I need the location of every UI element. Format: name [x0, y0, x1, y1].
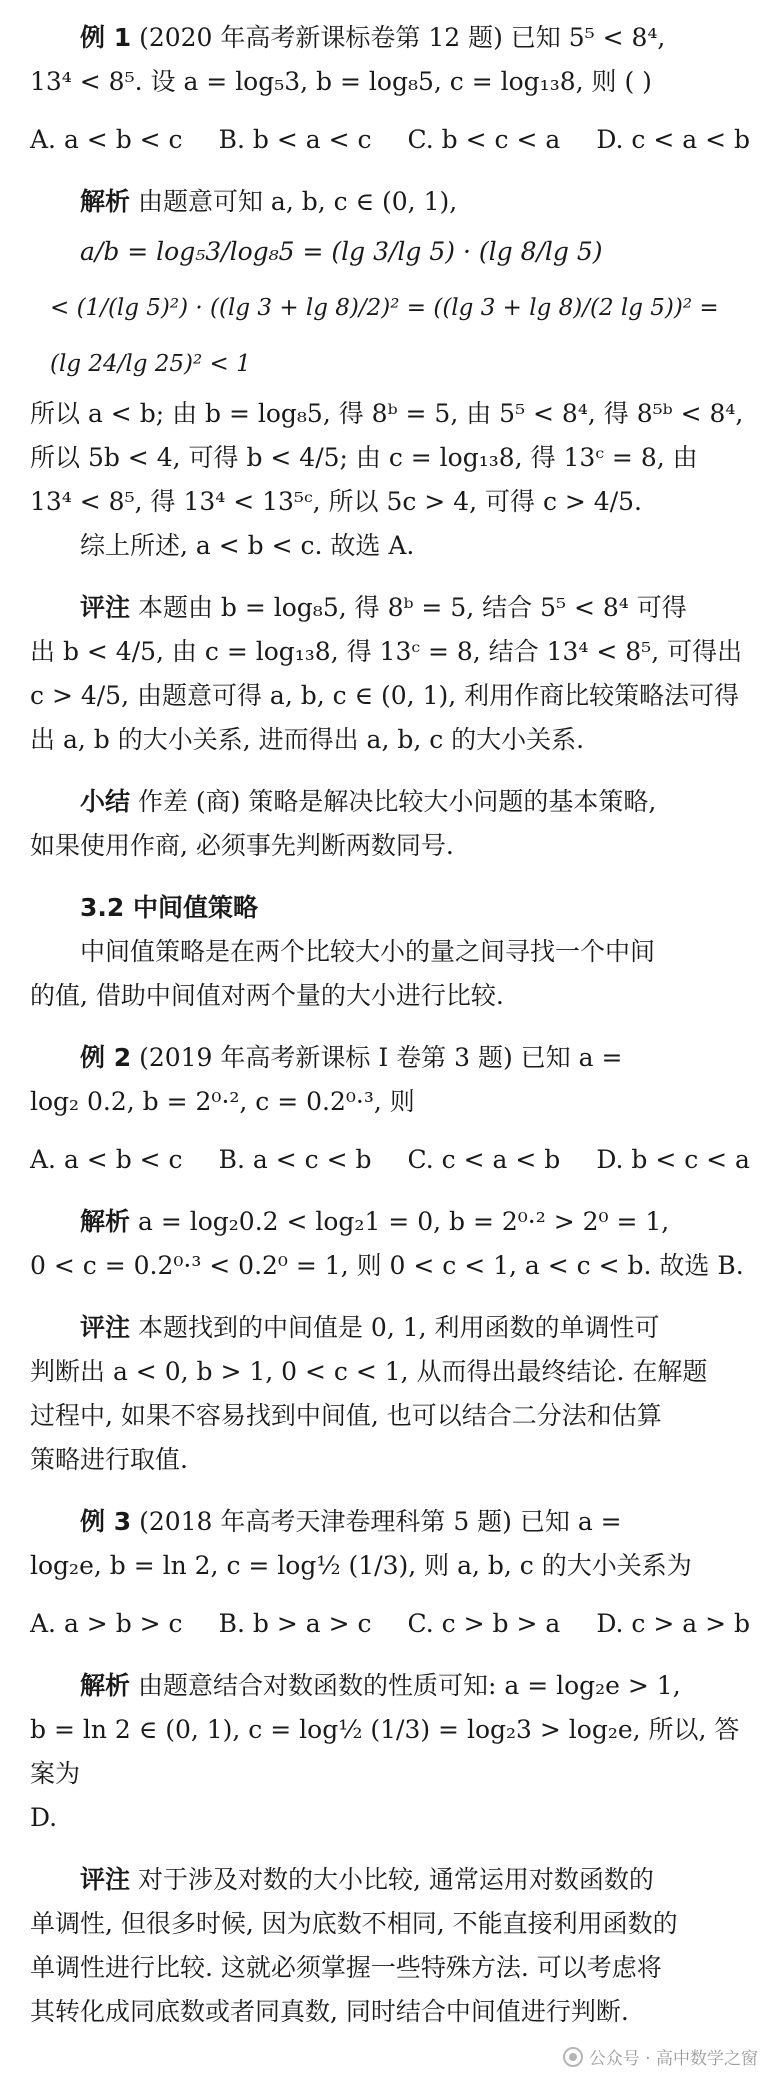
note-label: 评注 [80, 593, 131, 622]
solution-line: 所以 a < b; 由 b = log₈5, 得 8ᵇ = 5, 由 5⁵ < 8⁴, 得 8⁵ᵇ < 8⁴, [30, 399, 744, 428]
example-1-line-2: 13⁴ < 8⁵. 设 a = log₅3, b = log₈5, c = log₁₃8, 则 ( ) [30, 67, 652, 96]
example-3-options [30, 1602, 750, 1646]
example-3-statement [30, 1500, 750, 1544]
example-1-solution-intro [30, 180, 750, 224]
note-line: 单调性, 但很多时候, 因为底数不相同, 不能直接利用函数的 [30, 1909, 678, 1938]
example-1-options [30, 118, 750, 162]
solution-line: D. [30, 1803, 58, 1832]
option-d: D. b < c < a [596, 1145, 750, 1174]
example-2-note [30, 1306, 750, 1350]
solution-line: 由题意可知 a, b, c ∈ (0, 1), [137, 187, 458, 216]
option-b: B. b > a > c [218, 1609, 372, 1638]
option-b: B. a < c < b [218, 1145, 372, 1174]
solution-line: 13⁴ < 8⁵, 得 13⁴ < 13⁵ᶜ, 所以 5c > 4, 可得 c > 4/5. [30, 487, 642, 516]
note-line: 出 a, b 的大小关系, 进而得出 a, b, c 的大小关系. [30, 725, 585, 754]
solution-line: a = log₂0.2 < log₂1 = 0, b = 2⁰·² > 2⁰ = 1, [137, 1207, 670, 1236]
option-c: C. c < a < b [407, 1145, 561, 1174]
example-3-line-2: log₂e, b = ln 2, c = log½ (1/3), 则 a, b, c 的大小关系为 [30, 1551, 692, 1580]
example-3-note [30, 1858, 750, 1902]
note-line: 其转化成同底数或者同真数, 同时结合中间值进行判断. [30, 1997, 629, 2026]
example-2-solution [30, 1200, 750, 1244]
note-label: 评注 [80, 1865, 131, 1894]
solution-label: 解析 [80, 1207, 131, 1236]
equation-2: < (1/(lg 5)²) · ((lg 3 + lg 8)/2)² = ((lg 3 + lg 8)/(2 lg 5))² = (lg 24/lg 25)² < 1 [50, 295, 719, 377]
note-label: 评注 [80, 1313, 131, 1342]
option-a: A. a < b < c [30, 125, 183, 154]
example-1-note [30, 586, 750, 630]
note-line: 本题由 b = log₈5, 得 8ᵇ = 5, 结合 5⁵ < 8⁴ 可得 [137, 593, 687, 622]
note-line: c > 4/5, 由题意可得 a, b, c ∈ (0, 1), 利用作商比较策略法可得 [30, 681, 740, 710]
section-line: 中间值策略是在两个比较大小的量之间寻找一个中间 [80, 937, 656, 966]
note-line: 判断出 a < 0, b > 1, 0 < c < 1, 从而得出最终结论. 在解题 [30, 1357, 708, 1386]
option-c: C. c > b > a [407, 1609, 561, 1638]
equation-1: a/b = log₅3/log₈5 = (lg 3/lg 5) · (lg 8/lg 5) [80, 237, 603, 266]
example-3-solution [30, 1664, 750, 1708]
solution-label: 解析 [80, 187, 131, 216]
solution-label: 解析 [80, 1671, 131, 1700]
watermark-text: 公众号 · 高中数学之窗 [588, 2049, 758, 2069]
section-heading: 3.2 中间值策略 [80, 893, 258, 922]
option-b: B. b < a < c [218, 125, 372, 154]
document-page [30, 16, 750, 2034]
note-line: 出 b < 4/5, 由 c = log₁₃8, 得 13ᶜ = 8, 结合 13⁴ < 8⁵, 可得出 [30, 637, 743, 666]
option-a: A. a > b > c [30, 1609, 183, 1638]
wechat-icon [563, 2047, 583, 2067]
summary-line: 作差 (商) 策略是解决比较大小问题的基本策略, [137, 787, 657, 816]
solution-line: 由题意结合对数函数的性质可知: a = log₂e > 1, [137, 1671, 681, 1700]
summary [30, 780, 750, 824]
solution-conclusion: 综上所述, a < b < c. 故选 A. [80, 531, 415, 560]
note-line: 策略进行取值. [30, 1445, 188, 1474]
note-line: 单调性进行比较. 这就必须掌握一些特殊方法. 可以考虑将 [30, 1953, 662, 1982]
example-2-statement [30, 1036, 750, 1080]
note-line: 本题找到的中间值是 0, 1, 利用函数的单调性可 [137, 1313, 660, 1342]
note-line: 过程中, 如果不容易找到中间值, 也可以结合二分法和估算 [30, 1401, 662, 1430]
summary-line: 如果使用作商, 必须事先判断两数同号. [30, 831, 454, 860]
section-line: 的值, 借助中间值对两个量的大小进行比较. [30, 981, 504, 1010]
example-2-label: 例 2 [80, 1043, 132, 1072]
solution-line: b = ln 2 ∈ (0, 1), c = log½ (1/3) = log₂3 > log₂e, 所以, 答案为 [30, 1715, 740, 1788]
option-d: D. c > a > b [596, 1609, 750, 1638]
example-1-line-1: (2020 年高考新课标卷第 12 题) 已知 5⁵ < 8⁴, [139, 23, 666, 52]
example-2-options [30, 1138, 750, 1182]
example-2-line-1: (2019 年高考新课标 I 卷第 3 题) 已知 a = [139, 1043, 623, 1072]
option-d: D. c < a < b [596, 125, 750, 154]
example-2-line-2: log₂ 0.2, b = 2⁰·², c = 0.2⁰·³, 则 [30, 1087, 415, 1116]
example-3-line-1: (2018 年高考天津卷理科第 5 题) 已知 a = [139, 1507, 622, 1536]
summary-label: 小结 [80, 787, 131, 816]
watermark [563, 2044, 758, 2069]
note-line: 对于涉及对数的大小比较, 通常运用对数函数的 [137, 1865, 654, 1894]
solution-line: 所以 5b < 4, 可得 b < 4/5; 由 c = log₁₃8, 得 13ᶜ = 8, 由 [30, 443, 698, 472]
solution-line: 0 < c = 0.2⁰·³ < 0.2⁰ = 1, 则 0 < c < 1, a < c < b. 故选 B. [30, 1251, 744, 1280]
example-3-label: 例 3 [80, 1507, 132, 1536]
option-a: A. a < b < c [30, 1145, 183, 1174]
example-1-label: 例 1 [80, 23, 132, 52]
option-c: C. b < c < a [407, 125, 561, 154]
example-1-statement [30, 16, 750, 60]
